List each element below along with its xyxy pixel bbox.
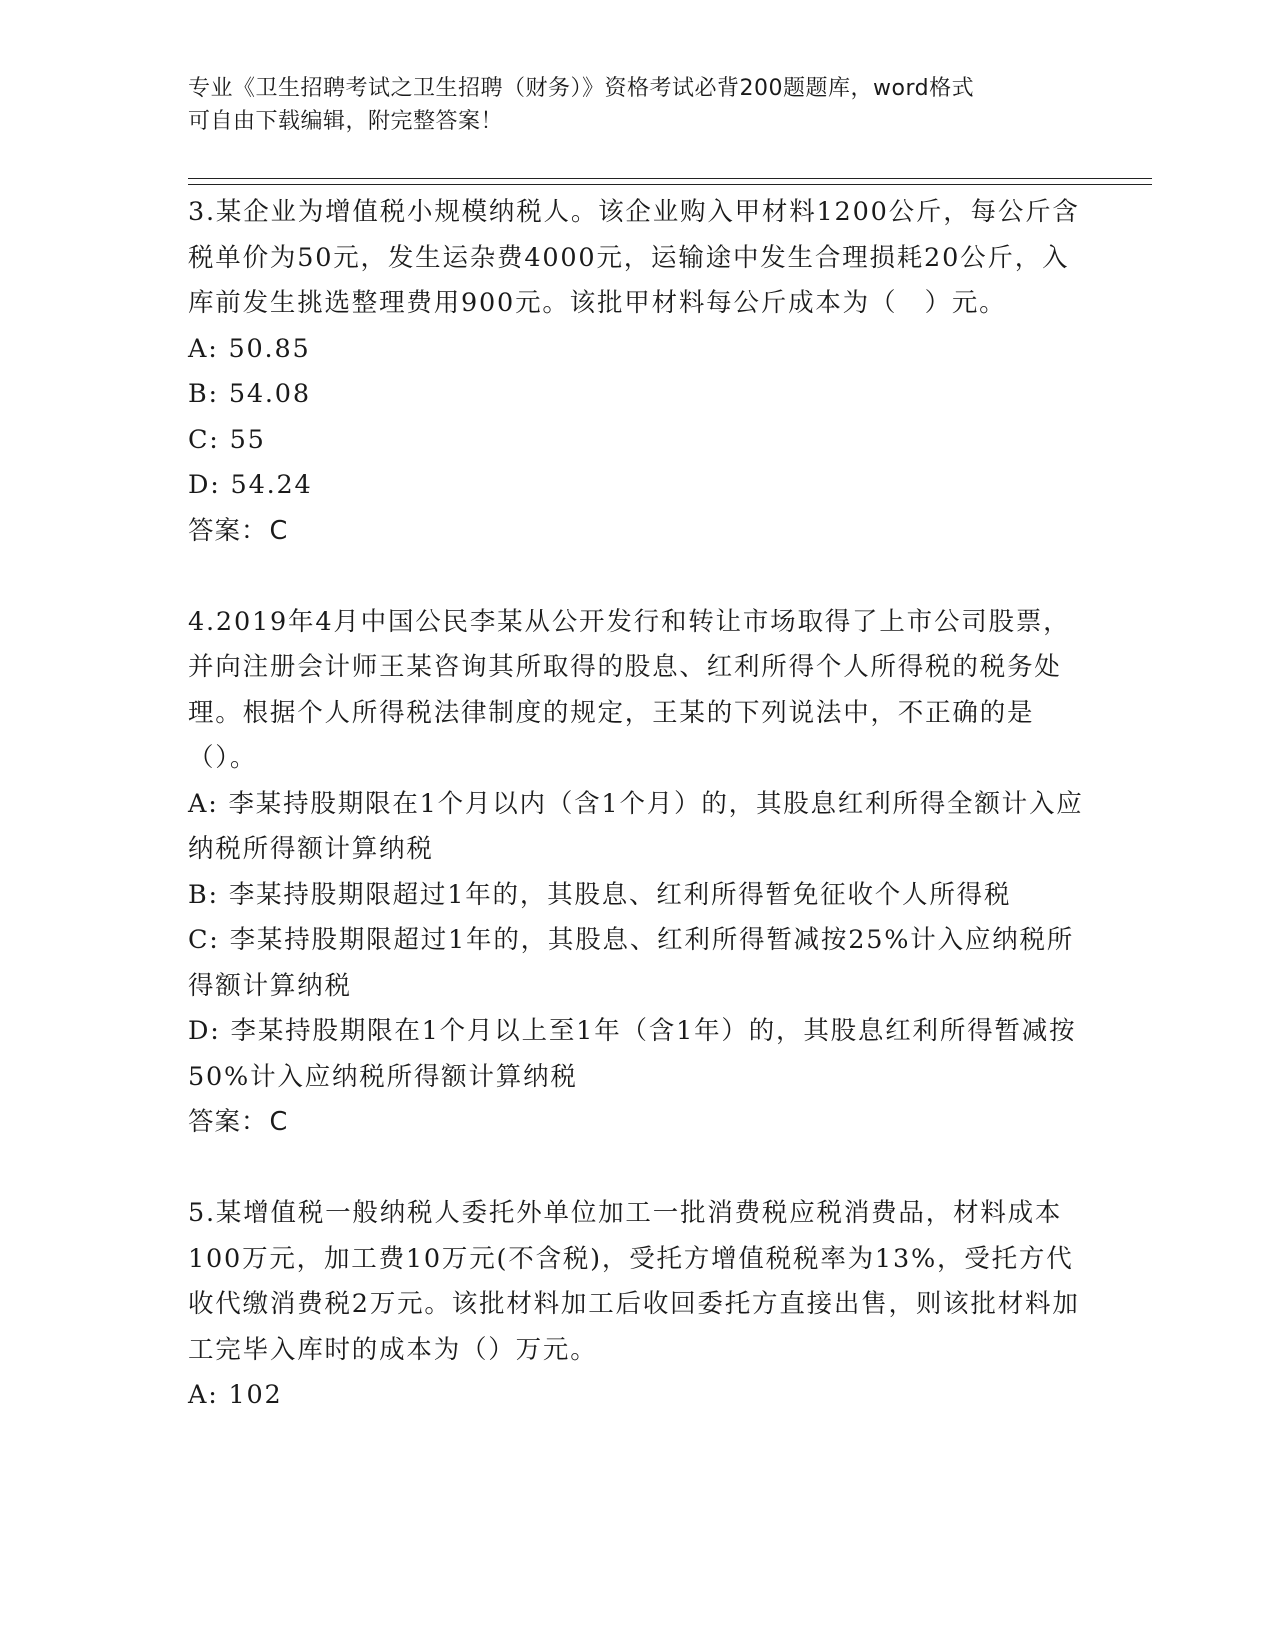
header-line-2: 可自由下载编辑，附完整答案！: [188, 109, 504, 134]
option-c: C: 55: [188, 424, 266, 455]
answer-value: C: [269, 1107, 289, 1137]
option-d: D: 李某持股期限在1个月以上至1年（含1年）的，其股息红利所得暂减按50%计入应纳税所得额计算纳税: [188, 1016, 1077, 1092]
option-b: B: 54.08: [188, 379, 311, 409]
option-a: A: 102: [188, 1380, 283, 1410]
question-list: [188, 190, 1088, 1419]
question-stem: 5.某增值税一般纳税人委托外单位加工一批消费税应税消费品，材料成本100万元，加工费10万元(不含税)，受托方增值税税率为13%，受托方代收代缴消费税2万元。该批材料加工后收回委托方直接出售，则该批材料加工完毕入库时的成本为（）万元。: [188, 1198, 1080, 1365]
question-stem: 3.某企业为增值税小规模纳税人。该企业购入甲材料1200公斤，每公斤含税单价为50元，发生运杂费4000元，运输途中发生合理损耗20公斤，入库前发生挑选整理费用900元。该批甲材料每公斤成本为（ ）元。: [188, 197, 1080, 318]
answer-value: C: [269, 515, 289, 546]
header-line-1: 专业《卫生招聘考试之卫生招聘（财务）》资格考试必背200题题库，word格式: [188, 76, 975, 101]
document-header: [188, 72, 1068, 138]
option-d: D: 54.24: [188, 470, 313, 500]
answer-line: [188, 509, 1088, 555]
answer-label: 答案：: [188, 1107, 268, 1137]
option-a: A: 李某持股期限在1个月以内（含1个月）的，其股息红利所得全额计入应纳税所得额计算纳税: [188, 788, 1084, 864]
question-4: [188, 600, 1088, 1146]
option-c: C: 李某持股期限超过1年的，其股息、红利所得暂减按25%计入应纳税所得额计算纳税: [188, 925, 1075, 1001]
answer-line: [188, 1100, 1088, 1146]
question-3: [188, 190, 1088, 554]
question-5: [188, 1191, 1088, 1419]
answer-label: 答案：: [188, 515, 268, 546]
header-divider-top: [188, 178, 1152, 179]
option-b: B: 李某持股期限超过1年的，其股息、红利所得暂免征收个人所得税: [188, 879, 1012, 910]
question-stem: 4.2019年4月中国公民李某从公开发行和转让市场取得了上市公司股票，并向注册会计师王某咨询其所取得的股息、红利所得个人所得税的税务处理。根据个人所得税法律制度的规定，王某的下列说法中，不正确的是（）。: [188, 606, 1071, 773]
option-a: A: 50.85: [188, 333, 311, 364]
header-divider-bottom: [188, 184, 1152, 185]
